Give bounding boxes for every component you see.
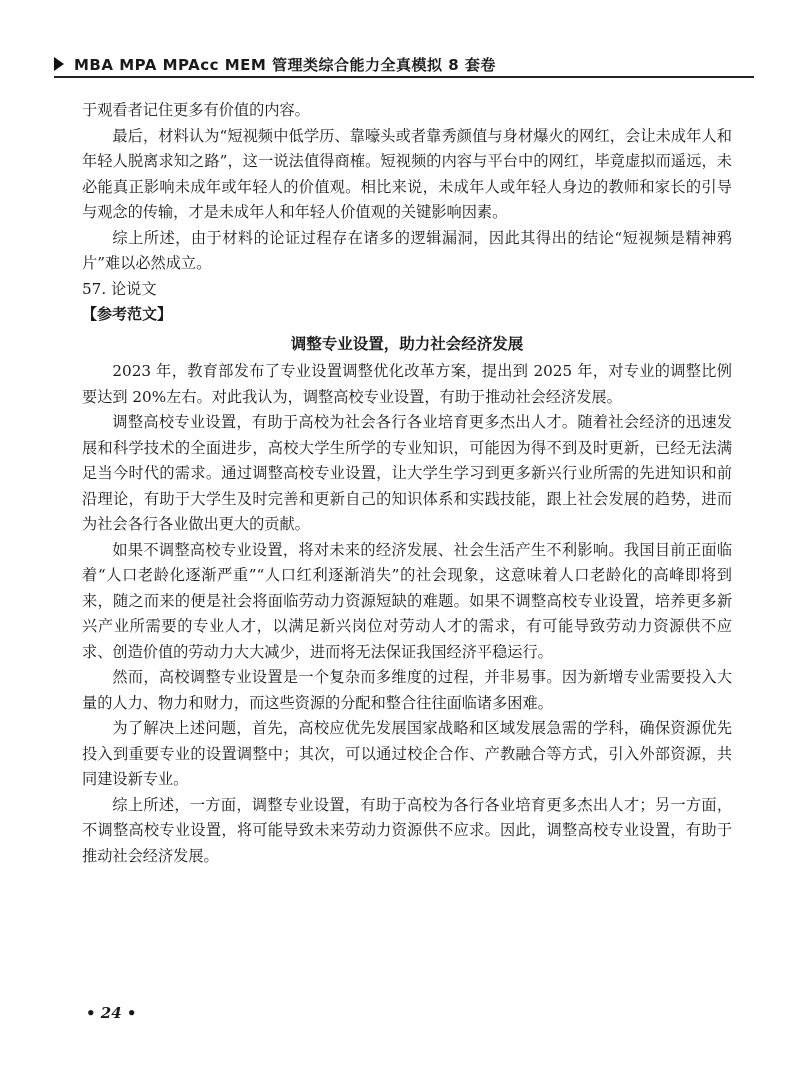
intro-paragraph-1: 于观看者记住更多有价值的内容。 xyxy=(82,101,310,119)
question-label: 57. 论说文 xyxy=(82,279,157,298)
essay-paragraph-3: 如果不调整高校专业设置，将对未来的经济发展、社会生活产生不利影响。我国目前正面临着“人口老龄化逐渐严重”“人口红利逐渐消失”的社会现象，这意味着人口老龄化的高峰即将到来，随之而来的便是社会将面临劳动力资源短缺的难题。如果不调整高校专业设置，培养更多新兴产业所需要的专业人才，以满足新兴岗位对劳动人才的需求，有可能导致劳动力资源供不应求、创造价值的劳动力大大减少，进而将无法保证我国经济平稳运行。 xyxy=(82,540,732,661)
reference-label: 【参考范文】 xyxy=(82,305,173,323)
triangle-marker-icon xyxy=(54,57,64,71)
intro-paragraph-3: 综上所述，由于材料的论证过程存在诸多的逻辑漏洞，因此其得出的结论“短视频是精神鸦片”难以必然成立。 xyxy=(82,228,732,272)
page-body xyxy=(82,98,732,869)
page-number: • 24 • xyxy=(86,1004,137,1022)
intro-paragraph-2: 最后，材料认为“短视频中低学历、靠嚎头或者靠秀颜值与身材爆火的网红，会让未成年人和年轻人脱离求知之路”，这一说法值得商榷。短视频的内容与平台中的网红，毕竟虚拟而遥远，未必能真正影响未成年或年轻人的价值观。相比来说，未成年人或年轻人身边的教师和家长的引导与观念的传输，才是未成年人和年轻人价值观的关键影响因素。 xyxy=(82,126,732,221)
essay-paragraph-4: 然而，高校调整专业设置是一个复杂而多维度的过程，并非易事。因为新增专业需要投入大量的人力、物力和财力，而这些资源的分配和整合往往面临诸多困难。 xyxy=(82,668,732,712)
essay-paragraph-5: 为了解决上述问题，首先，高校应优先发展国家战略和区域发展急需的学科，确保资源优先投入到重要专业的设置调整中；其次，可以通过校企合作、产教融合等方式，引入外部资源，共同建设新专业。 xyxy=(82,719,732,788)
essay-paragraph-2: 调整高校专业设置，有助于高校为社会各行各业培育更多杰出人才。随着社会经济的迅速发展和科学技术的全面进步，高校大学生所学的专业知识，可能因为得不到及时更新，已经无法满足当今时代的需求。通过调整高校专业设置，让大学生学习到更多新兴行业所需的先进知识和前沿理论，有助于大学生及时完善和更新自己的知识体系和实践技能，跟上社会发展的趋势，进而为社会各行各业做出更大的贡献。 xyxy=(82,413,732,533)
essay-paragraph-6: 综上所述，一方面，调整专业设置，有助于高校为各行各业培育更多杰出人才；另一方面，不调整高校专业设置，将可能导致未来劳动力资源供不应求。因此，调整高校专业设置，有助于推动社会经济发展。 xyxy=(82,795,732,865)
essay-paragraph-1: 2023 年，教育部发布了专业设置调整优化改革方案，提出到 2025 年，对专业的调整比例要达到 20%左右。对此我认为，调整高校专业设置，有助于推动社会经济发展。 xyxy=(82,362,732,406)
essay-title: 调整专业设置，助力社会经济发展 xyxy=(290,334,524,353)
running-header xyxy=(54,52,754,78)
header-title: MBA MPA MPAcc MEM 管理类综合能力全真模拟 8 套卷 xyxy=(74,55,496,74)
